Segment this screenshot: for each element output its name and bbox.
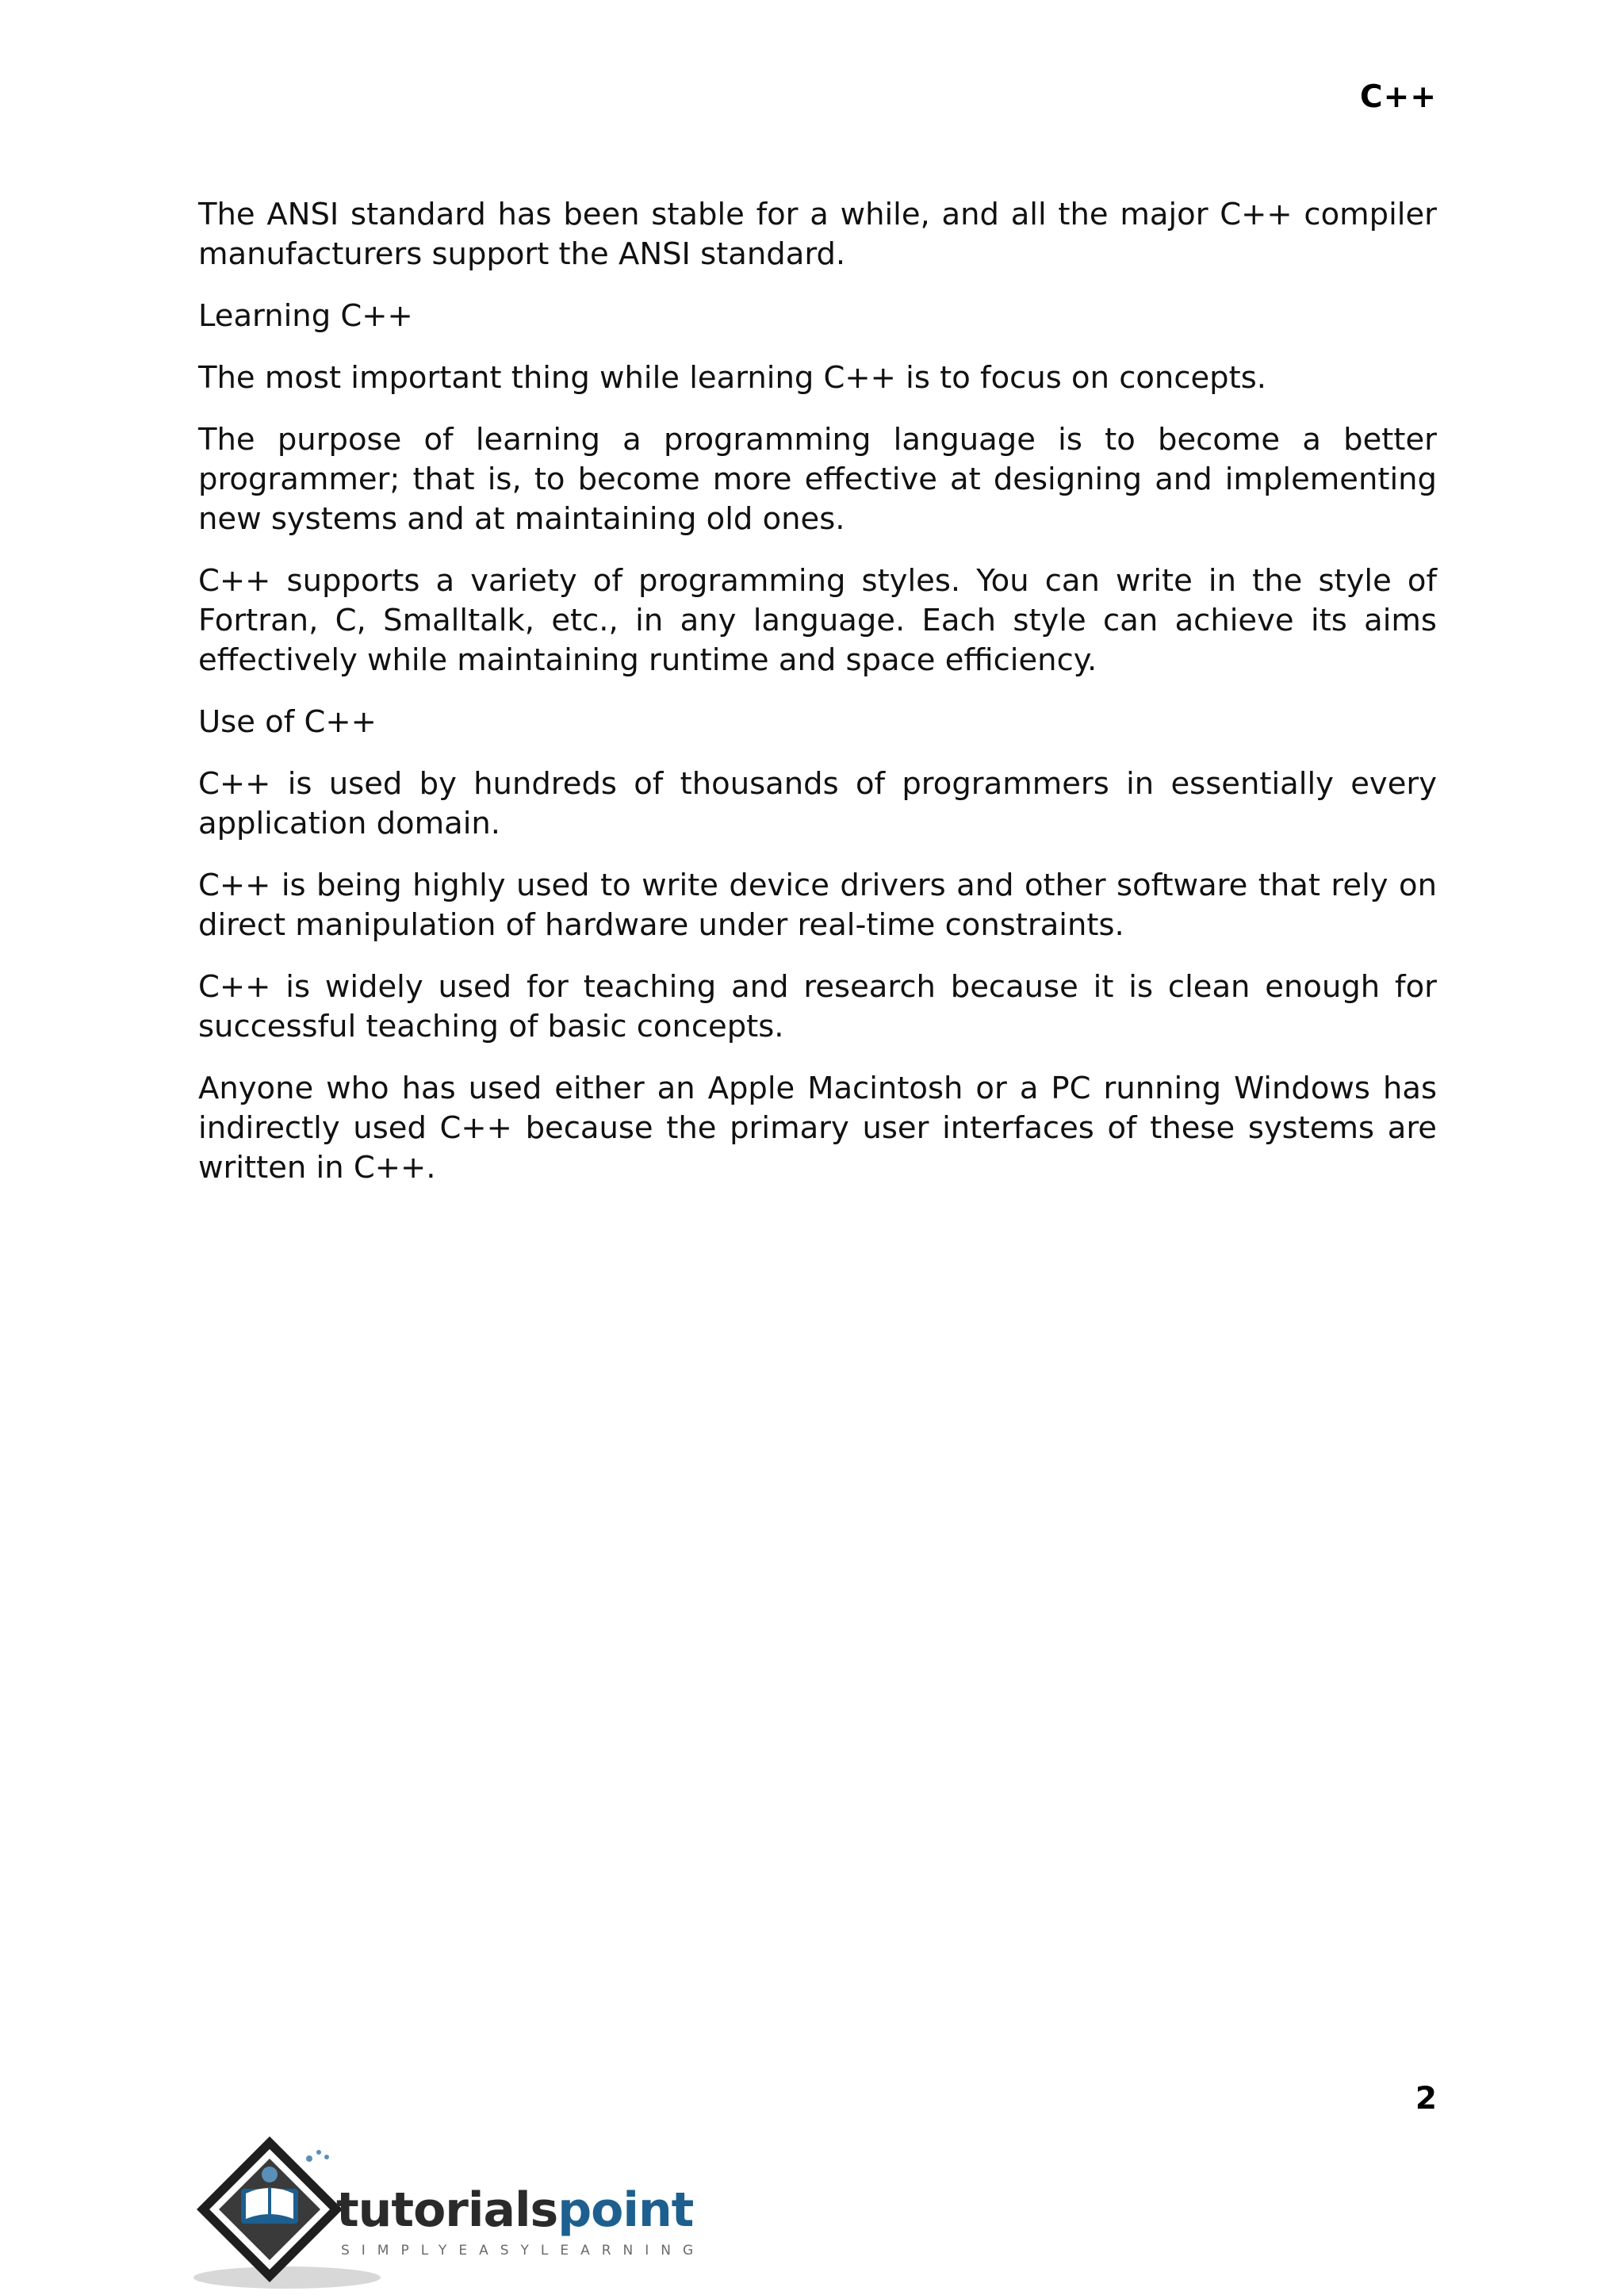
paragraph-focus-concepts: The most important thing while learning C++ is to focus on concepts. (198, 360, 1267, 396)
section-label-learning: Learning C++ (198, 298, 413, 334)
logo-word-tutorials: tutorials (336, 2182, 558, 2238)
paragraph-hundreds-of-thousands: C++ is used by hundreds of thousands of programmers in essentially every application domain. (198, 766, 1437, 841)
paragraph-teaching-research: C++ is widely used for teaching and research because it is clean enough for successful teaching of basic concepts. (198, 969, 1437, 1044)
paragraph-apple-windows: Anyone who has used either an Apple Macintosh or a PC running Windows has indirectly used C++ because the primary user interfaces of these systems are written in C++. (198, 1071, 1437, 1186)
section-label-use: Use of C++ (198, 704, 377, 740)
page-number: 2 (1415, 2081, 1437, 2117)
paragraph-device-drivers: C++ is being highly used to write device drivers and other software that rely on direct manipulation of hardware under real-time constraints. (198, 868, 1437, 943)
page-body (198, 195, 1437, 1210)
logo-wordmark (336, 2182, 693, 2238)
logo-tagline: SIMPLYEASYLEARNING (341, 2243, 706, 2259)
tutorialspoint-logo (190, 2133, 706, 2292)
running-header-title: C++ (1360, 79, 1437, 115)
paragraph-ansi-standard: The ANSI standard has been stable for a while, and all the major C++ compiler manufacturers support the ANSI standard. (198, 197, 1437, 272)
logo-word-point: point (557, 2182, 694, 2238)
paragraph-programming-styles: C++ supports a variety of programming styles. You can write in the style of Fortran, C, Smalltalk, etc., in any language. Each style can achieve its aims effectively while maintaining runtime and space efficiency. (198, 563, 1437, 678)
paragraph-purpose: The purpose of learning a programming language is to become a better programmer; that is, to become more effective at designing and implementing new systems and at maintaining old ones. (198, 422, 1437, 537)
